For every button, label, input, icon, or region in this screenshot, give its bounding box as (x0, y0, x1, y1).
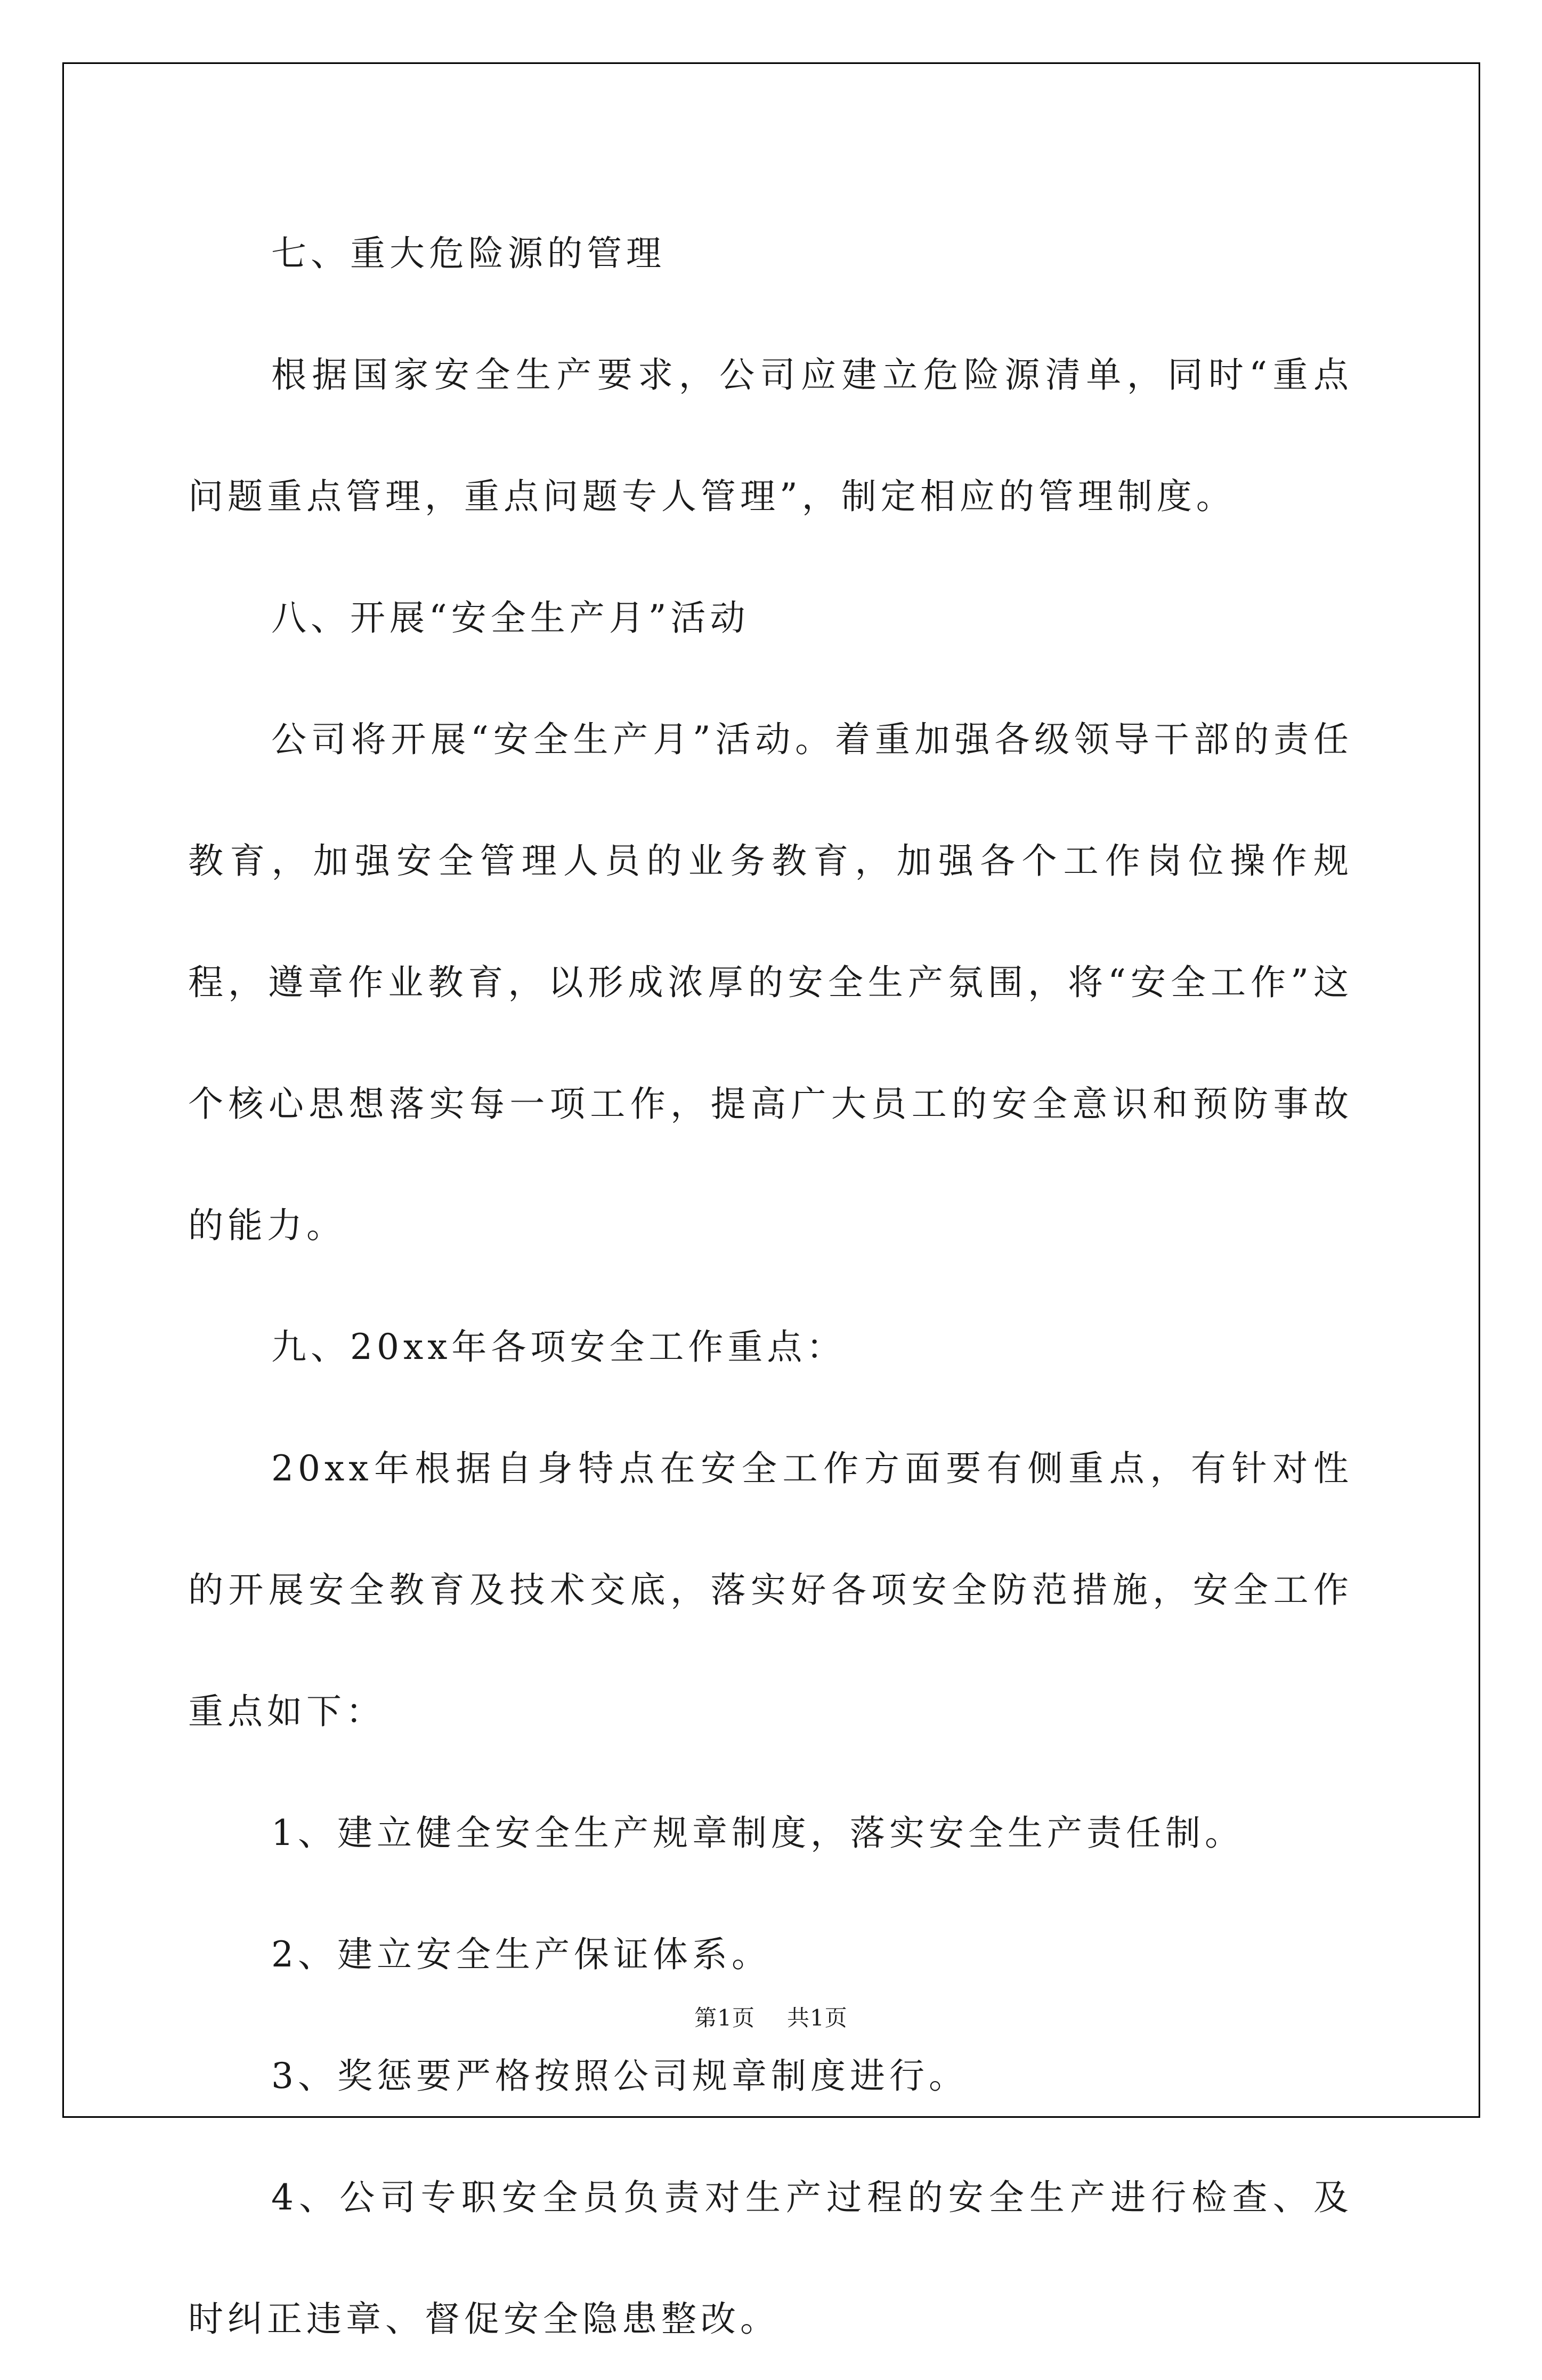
list-item: 4、公司专职安全员负责对生产过程的安全生产进行检查、及时纠正违章、督促安全隐患整改。 (188, 2177, 1353, 2339)
page-count: 共1页 (787, 2005, 848, 2031)
list-item: 3、奖惩要严格按照公司规章制度进行。 (271, 2055, 968, 2096)
section-heading-9: 九、20xx年各项安全工作重点： (271, 1326, 846, 1367)
paragraph: 20xx年根据自身特点在安全工作方面要有侧重点，有针对性的开展安全教育及技术交底，落实好各项安全防范措施，安全工作重点如下： (188, 1448, 1353, 1732)
document-body (188, 193, 1353, 2380)
section-heading-7: 七、重大危险源的管理 (271, 233, 666, 274)
list-item: 1、建立健全安全生产规章制度，落实安全生产责任制。 (271, 1812, 1244, 1853)
page-footer (0, 2001, 1542, 2033)
list-item: 2、建立安全生产保证体系。 (271, 1934, 771, 1975)
paragraph: 根据国家安全生产要求，公司应建立危险源清单，同时“重点问题重点管理，重点问题专人管理”，制定相应的管理制度。 (188, 354, 1353, 517)
paragraph: 公司将开展“安全生产月”活动。着重加强各级领导干部的责任教育，加强安全管理人员的业务教育，加强各个工作岗位操作规程，遵章作业教育，以形成浓厚的安全生产氛围，将“安全工作”这个核心思想落实每一项工作，提高广大员工的安全意识和预防事故的能力。 (188, 719, 1353, 1246)
section-heading-8: 八、开展“安全生产月”活动 (271, 597, 750, 638)
page-number: 第1页 (694, 2005, 755, 2031)
